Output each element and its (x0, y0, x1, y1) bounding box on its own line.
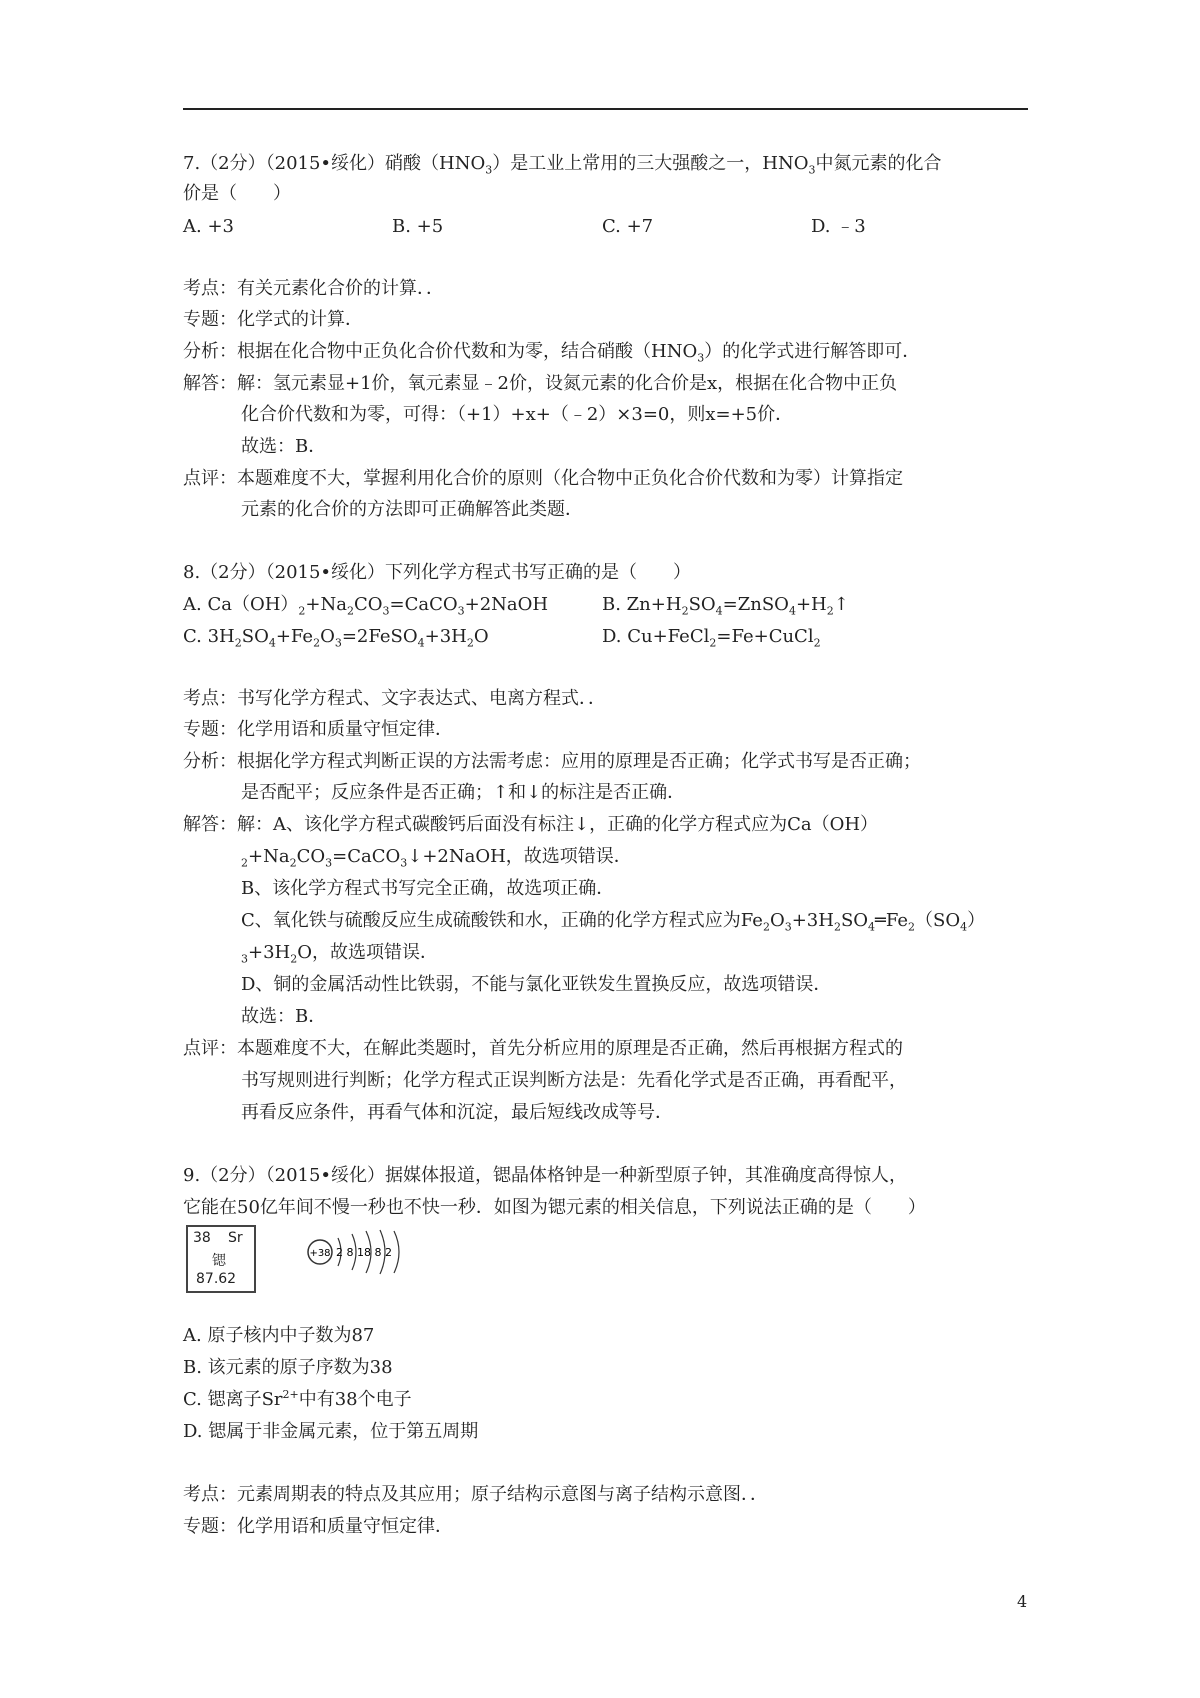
q8-kaodian: 考点：书写化学方程式、文字表达式、电离方程式．． (183, 688, 606, 709)
element-card (186, 1225, 256, 1293)
q9-option-c: C. 锶离子$Sr^{2+}$中有38个电子 (183, 1388, 412, 1410)
element-atomic-number: 38 (193, 1230, 211, 1246)
q9-option-b: B. 该元素的原子序数为38 (183, 1357, 393, 1378)
q7-fenxi: 分析：根据在化合物中正负化合价代数和为零，结合硝酸$(HNO_3)$的化学式进行解答即可． (183, 341, 921, 365)
element-symbol: Sr (228, 1230, 243, 1246)
page-number: 4 (1017, 1592, 1028, 1611)
electron-shell-counts: 2 8 18 8 2 (336, 1246, 392, 1259)
q8-fenxi-line2: 是否配平；反应条件是否正确；↑和↓的标注是否正确． (241, 782, 686, 803)
q7-dianping-line2: 元素的化合价的方法即可正确解答此类题． (241, 499, 583, 520)
q9-option-d: D. 锶属于非金属元素，位于第五周期 (183, 1421, 479, 1442)
q7-option-c: C. +7 (602, 216, 654, 237)
header-rule (183, 108, 1028, 110)
q9-stem-line2: 它能在50亿年间不慢一秒也不快一秒．如图为锶元素的相关信息，下列说法正确的是（ ） (183, 1197, 926, 1218)
q8-option-c: C. $3H_2SO_4+Fe_2O_3=2FeSO_4+3H_2O$ (183, 626, 489, 650)
element-mass: 87.62 (196, 1271, 237, 1287)
q9-stem-line1: 9.（2分）（2015•绥化）据媒体报道，锶晶体格钟是一种新型原子钟，其准确度高得惊人， (183, 1165, 908, 1186)
q8-zhuanti: 专题：化学用语和质量守恒定律． (183, 719, 453, 740)
q7-jieda-line3: 故选：B． (241, 436, 327, 457)
q8-dianping-line3: 再看反应条件，再看气体和沉淀，最后短线改成等号． (241, 1102, 673, 1123)
atomic-structure-diagram (300, 1224, 420, 1280)
q9-kaodian: 考点：元素周期表的特点及其应用；原子结构示意图与离子结构示意图．． (183, 1484, 768, 1505)
q7-kaodian: 考点：有关元素化合价的计算．． (183, 278, 444, 299)
q9-zhuanti: 专题：化学用语和质量守恒定律． (183, 1516, 453, 1537)
q8-option-a: A. $Ca(OH)_2+Na_2CO_3=CaCO_3+2NaOH$ (183, 594, 549, 618)
q9-option-a: A. 原子核内中子数为87 (183, 1325, 375, 1346)
q7-zhuanti: 专题：化学式的计算． (183, 309, 363, 330)
electron-shell-arc-5 (394, 1231, 399, 1273)
q8-jieda-line2: $_2+Na_2CO_3=CaCO_3↓+2NaOH$，故选项错误． (241, 846, 632, 870)
q8-jieda-line4: C、氧化铁与硫酸反应生成硫酸铁和水，正确的化学方程式应为$Fe_2O_3+3H_2SO_4═Fe_2(SO_4)$ (241, 910, 986, 934)
q8-stem: 8.（2分）（2015•绥化）下列化学方程式书写正确的是（ ） (183, 562, 692, 583)
q8-jieda-line5: $_3+3H_2O$，故选项错误． (241, 942, 438, 966)
q7-stem-line2: 价是（ ） (183, 183, 291, 204)
element-name: 锶 (212, 1253, 226, 1269)
q7-option-a: A. +3 (183, 216, 234, 237)
q8-dianping-line2: 书写规则进行判断；化学方程式正误判断方法是：先看化学式是否正确，再看配平， (241, 1070, 907, 1091)
q8-jieda-line6: D、铜的金属活动性比铁弱，不能与氯化亚铁发生置换反应，故选项错误． (241, 974, 832, 995)
q8-jieda-line7: 故选：B． (241, 1006, 327, 1027)
q8-jieda-line1: 解答：解：A、该化学方程式碳酸钙后面没有标注↓，正确的化学方程式应为Ca（OH） (183, 814, 879, 835)
q7-dianping-line1: 点评：本题难度不大，掌握利用化合价的原则（化合物中正负化合价代数和为零）计算指定 (183, 468, 903, 489)
q8-option-b: B. $Zn+H_2SO_4=ZnSO_4+H_2↑$ (602, 594, 849, 618)
q8-option-d: D. Cu+FeCl$_2$=Fe+CuCl$_2$ (602, 626, 821, 650)
q7-jieda-line2: 化合价代数和为零，可得：（+1）+x+（﹣2）×3=0，则x=+5价． (241, 404, 794, 425)
q7-jieda-line1: 解答：解：氢元素显+1价，氧元素显﹣2价，设氮元素的化合价是x，根据在化合物中正负 (183, 373, 898, 394)
q8-fenxi-line1: 分析：根据化学方程式判断正误的方法需考虑：应用的原理是否正确；化学式书写是否正确； (183, 751, 921, 772)
nucleus-charge: +38 (309, 1248, 331, 1259)
q7-option-d: D. ﹣3 (811, 216, 866, 237)
q7-option-b: B. +5 (392, 216, 444, 237)
q8-jieda-line3: B、该化学方程式书写完全正确，故选项正确． (241, 878, 615, 899)
q7-stem-line1: 7.（2分）（2015•绥化）硝酸$(HNO_3)$是工业上常用的三大强酸之一，$HNO_3$中氮元素的化合 (183, 153, 942, 177)
q8-dianping-line1: 点评：本题难度不大，在解此类题时，首先分析应用的原理是否正确，然后再根据方程式的 (183, 1038, 903, 1059)
